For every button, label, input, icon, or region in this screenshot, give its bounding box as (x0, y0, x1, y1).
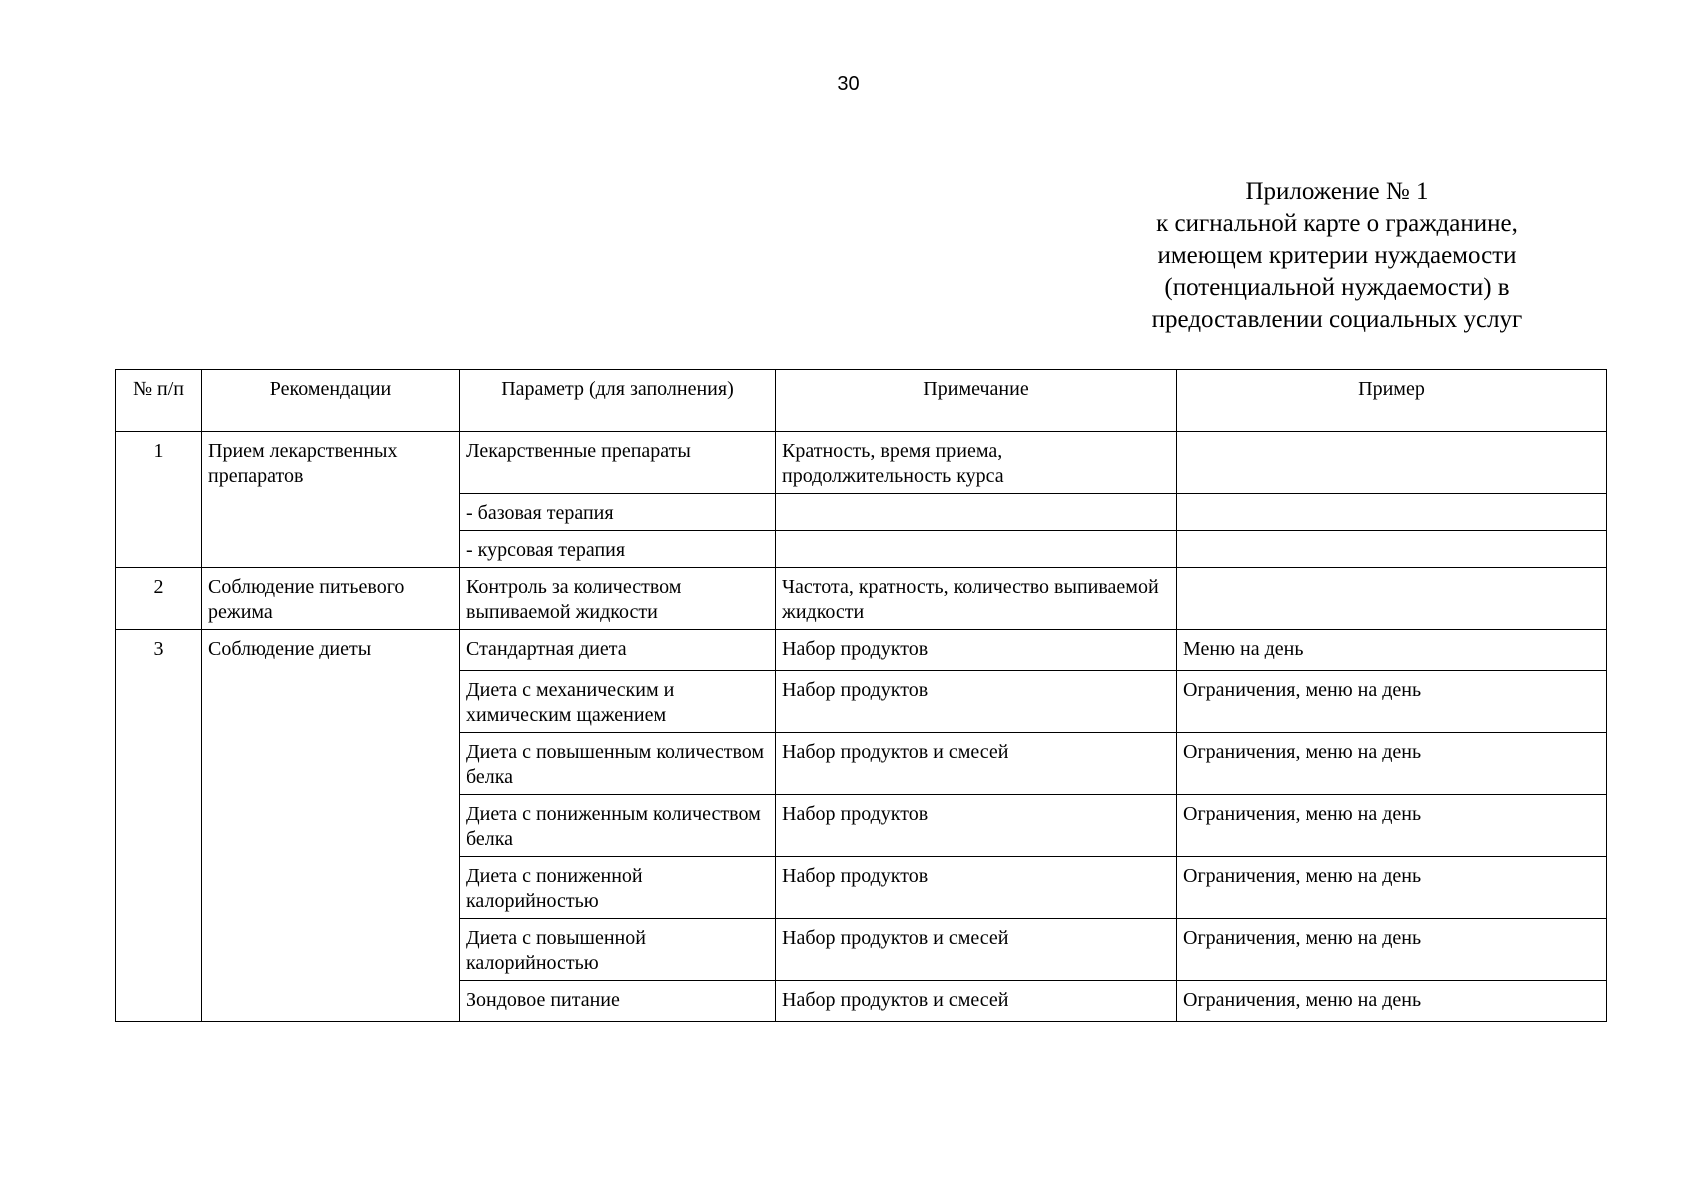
table-row (116, 630, 1607, 671)
parameter-cell: - базовая терапия (460, 494, 776, 531)
note-cell: Набор продуктов и смесей (776, 733, 1177, 795)
appendix-line: имеющем критерии нуждаемости (1157, 242, 1517, 269)
example-cell: Ограничения, меню на день (1177, 981, 1607, 1022)
row-number: 2 (116, 568, 202, 630)
example-cell (1177, 531, 1607, 568)
note-cell (776, 531, 1177, 568)
note-cell (776, 494, 1177, 531)
appendix-heading (1087, 176, 1587, 336)
example-cell (1177, 432, 1607, 494)
row-number: 3 (116, 630, 202, 1022)
appendix-line: предоставлении социальных услуг (1151, 306, 1523, 333)
page-number: 30 (837, 73, 860, 95)
recommendations-table (115, 369, 1607, 1022)
appendix-line: (потенциальной нуждаемости) в (1164, 274, 1510, 301)
note-cell: Набор продуктов и смесей (776, 981, 1177, 1022)
note-cell: Кратность, время приема, продолжительность курса (776, 432, 1177, 494)
parameter-cell: Диета с пониженной калорийностью (460, 857, 776, 919)
header-number: № п/п (116, 370, 202, 432)
parameter-cell: Диета с повышенным количеством белка (460, 733, 776, 795)
note-cell: Набор продуктов (776, 630, 1177, 671)
note-cell: Набор продуктов и смесей (776, 919, 1177, 981)
parameter-cell: Лекарственные препараты (460, 432, 776, 494)
note-cell: Набор продуктов (776, 857, 1177, 919)
example-cell: Ограничения, меню на день (1177, 795, 1607, 857)
recommendation-cell: Соблюдение диеты (202, 630, 460, 1022)
note-cell: Частота, кратность, количество выпиваемой жидкости (776, 568, 1177, 630)
example-cell: Ограничения, меню на день (1177, 733, 1607, 795)
parameter-cell: - курсовая терапия (460, 531, 776, 568)
row-number: 1 (116, 432, 202, 568)
example-cell: Ограничения, меню на день (1177, 671, 1607, 733)
parameter-cell: Диета с механическим и химическим щажением (460, 671, 776, 733)
recommendation-cell: Прием лекарственных препаратов (202, 432, 460, 568)
appendix-line: к сигнальной карте о гражданине, (1156, 210, 1518, 237)
example-cell (1177, 568, 1607, 630)
parameter-cell: Контроль за количеством выпиваемой жидкости (460, 568, 776, 630)
header-parameter: Параметр (для заполнения) (460, 370, 776, 432)
note-cell: Набор продуктов (776, 671, 1177, 733)
example-cell: Ограничения, меню на день (1177, 857, 1607, 919)
note-cell: Набор продуктов (776, 795, 1177, 857)
header-note: Примечание (776, 370, 1177, 432)
header-example: Пример (1177, 370, 1607, 432)
example-cell (1177, 494, 1607, 531)
table-header-row (116, 370, 1607, 432)
parameter-cell: Зондовое питание (460, 981, 776, 1022)
table-row (116, 432, 1607, 494)
parameter-cell: Диета с повышенной калорийностью (460, 919, 776, 981)
header-recommendations: Рекомендации (202, 370, 460, 432)
appendix-title: Приложение № 1 (1245, 178, 1429, 205)
recommendation-cell: Соблюдение питьевого режима (202, 568, 460, 630)
table-row (116, 568, 1607, 630)
parameter-cell: Стандартная диета (460, 630, 776, 671)
parameter-cell: Диета с пониженным количеством белка (460, 795, 776, 857)
example-cell: Ограничения, меню на день (1177, 919, 1607, 981)
example-cell: Меню на день (1177, 630, 1607, 671)
